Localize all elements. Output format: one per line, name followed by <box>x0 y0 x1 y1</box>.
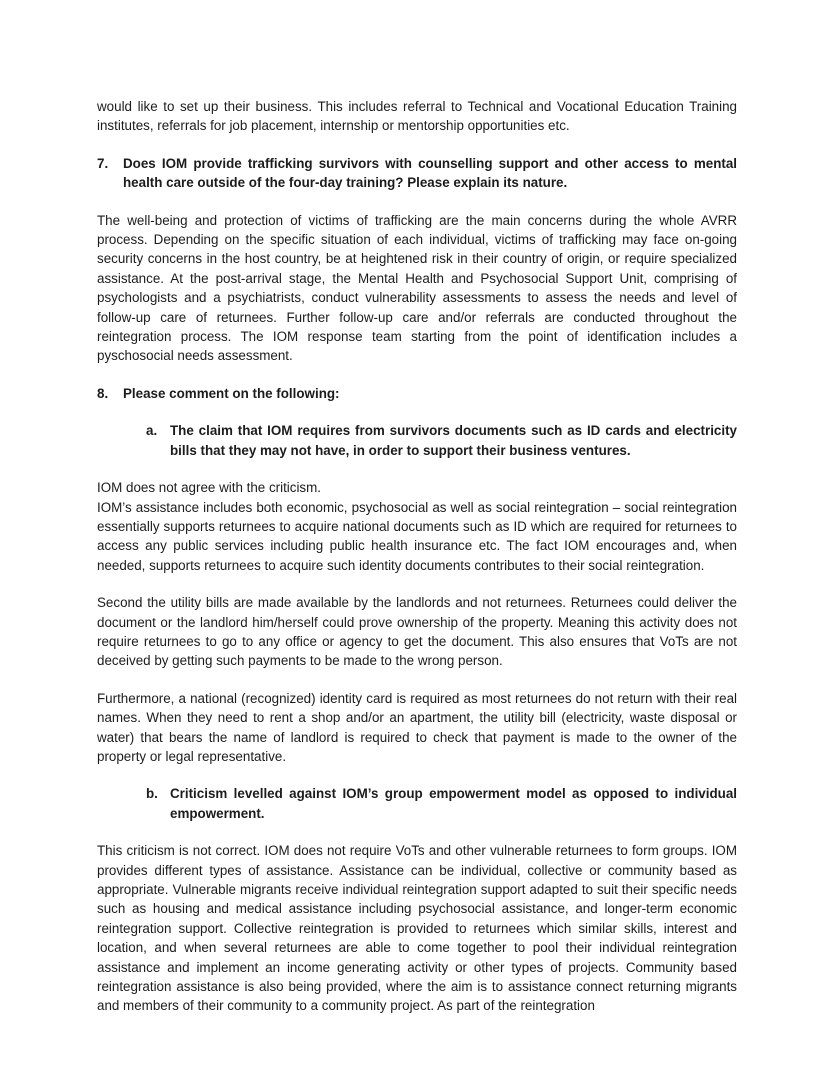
sub-item-a-text: The claim that IOM requires from survivors documents such as ID cards and electricity bills that they may not have, in order to support their business ventures. <box>170 423 737 458</box>
sub-item-b <box>146 784 737 823</box>
answer-a-paragraph-2: Second the utility bills are made available by the landlords and not returnees. Returnees could deliver the document or the landlord him/herself could prove ownership of the property. Meaning this activity does not require returnees to go to any office or agency to get the document. This also ensures that VoTs are not deceived by getting such payments to be made to the wrong person. <box>97 595 737 669</box>
question-7 <box>97 154 737 193</box>
sub-item-b-letter: b. <box>146 786 158 802</box>
sub-item-a <box>146 421 737 460</box>
question-7-text: Does IOM provide trafficking survivors with counselling support and other access to mental health care outside of the four-day training? Please explain its nature. <box>123 155 737 191</box>
question-8-text: Please comment on the following: <box>123 385 340 401</box>
sub-item-b-text: Criticism levelled against IOM’s group empowerment model as opposed to individual empowerment. <box>170 786 737 821</box>
answer-a-intro-line: IOM does not agree with the criticism. <box>97 480 322 496</box>
paragraph-intro: would like to set up their business. This includes referral to Technical and Vocational Education Training institutes, referrals for job placement, internship or mentorship opportunities etc. <box>97 99 737 134</box>
answer-b-paragraph-1: This criticism is not correct. IOM does not require VoTs and other vulnerable returnees to form groups. IOM provides different types of assistance. Assistance can be individual, collective or community based as appropriate. Vulnerable migrants receive individual reintegration support adapted to suit their specific needs such as housing and medical assistance including psychosocial assistance, and longer-term economic reintegration support. Collective reintegration is provided to returnees which similar skills, interest and location, and when several returnees are able to come together to pool their individual reintegration assistance and implement an income generating activity or other types of projects. Community based reintegration assistance is also being provided, where the aim is to assistance connect returning migrants and members of their community to a community project. As part of the reintegration <box>97 843 737 1014</box>
answer-a-paragraph-3: Furthermore, a national (recognized) identity card is required as most returnees do not return with their real names. When they need to rent a shop and/or an apartment, the utility bill (electricity, waste disposal or water) that bears the name of landlord is required to check that payment is made to the owner of the property or legal representative. <box>97 690 737 764</box>
answer-7-paragraph: The well-being and protection of victims of trafficking are the main concerns during the whole AVRR process. Depending on the specific situation of each individual, victims of trafficking may face on-going security concerns in the host country, be at heightened risk in their country of origin, or require specialized assistance. At the post-arrival stage, the Mental Health and Psychosocial Support Unit, comprising of psychologists and a psychiatrists, conduct vulnerability assessments to assess the needs and level of follow-up care of returnees. Further follow-up care and/or referrals are conducted throughout the reintegration process. The IOM response team starting from the point of identification includes a pyschosocial needs assessment. <box>97 212 737 364</box>
question-7-number: 7. <box>97 155 109 171</box>
question-8-number: 8. <box>97 385 109 401</box>
answer-a-paragraph-1: IOM’s assistance includes both economic, psychosocial as well as social reintegration – social reintegration essentially supports returnees to acquire national documents such as ID which are required for returnees to access any public services including public health insurance etc. The fact IOM encourages and, when needed, supports returnees to acquire such identity documents contributes to their social reintegration. <box>97 499 737 573</box>
question-8 <box>97 384 737 403</box>
sub-item-a-letter: a. <box>146 423 158 439</box>
